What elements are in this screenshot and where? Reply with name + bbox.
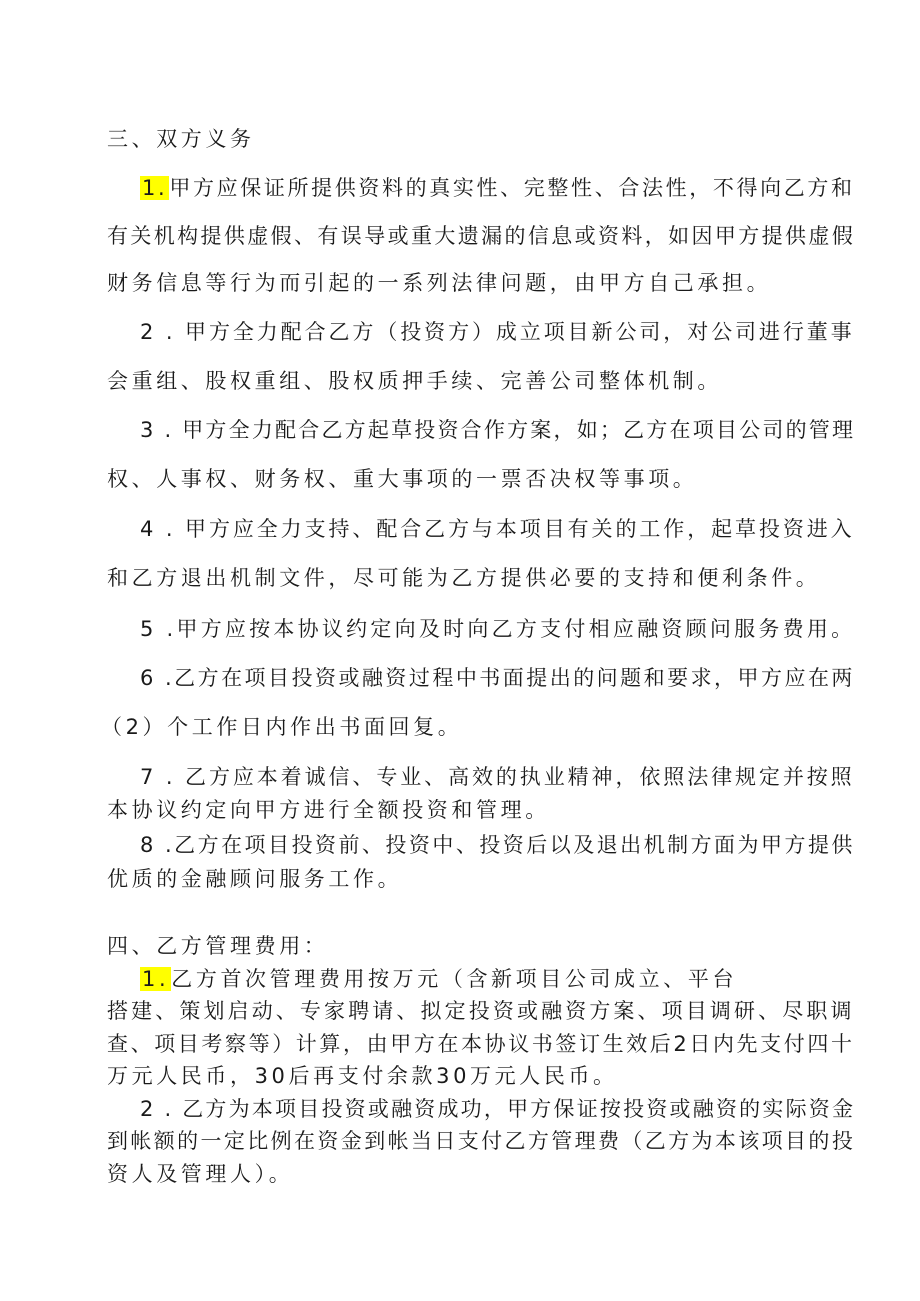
paragraph-line: 2 . 乙方为本项目投资或融资成功，甲方保证按投资或融资的实际资金	[140, 1097, 856, 1121]
section-heading: 四、乙方管理费用：	[107, 934, 329, 958]
paragraph-line: 8 .乙方在项目投资前、投资中、投资后以及退出机制方面为甲方提供	[140, 833, 855, 857]
paragraph-line: 会重组、股权重组、股权质押手续、完善公司整体机制。	[107, 369, 722, 393]
paragraph-line: 5 .甲方应按本协议约定向及时向乙方支付相应融资顾问服务费用。	[140, 617, 856, 641]
paragraph-line: 4 . 甲方应全力支持、配合乙方与本项目有关的工作，起草投资进入	[140, 517, 855, 541]
paragraph-line: 优质的金融顾问服务工作。	[107, 867, 403, 891]
paragraph-line: 7 . 乙方应本着诚信、专业、高效的执业精神，依照法律规定并按照	[140, 765, 855, 789]
highlighted-number: 1.	[142, 967, 170, 991]
paragraph-line: （2）个工作日内作出书面回复。	[101, 715, 463, 739]
paragraph-line: 有关机构提供虚假、有误导或重大遗漏的信息或资料，如因甲方提供虚假	[107, 224, 856, 248]
paragraph-line: 财务信息等行为而引起的一系列法律问题，由甲方自己承担。	[107, 271, 772, 295]
highlighted-number: 1.	[142, 176, 168, 200]
paragraph-line: 查、项目考察等）计算，由甲方在本协议书签订生效后2日内先支付四十	[107, 1032, 855, 1056]
paragraph-line: 到帐额的一定比例在资金到帐当日支付乙方管理费（乙方为本该项目的投	[107, 1129, 856, 1153]
paragraph-line: 权、人事权、财务权、重大事项的一票否决权等事项。	[107, 467, 698, 491]
paragraph-line: 资人及管理人）。	[107, 1162, 294, 1186]
paragraph-line: 和乙方退出机制文件，尽可能为乙方提供必要的支持和便利条件。	[107, 566, 821, 590]
paragraph-line: 6 .乙方在项目投资或融资过程中书面提出的问题和要求，甲方应在两	[140, 666, 855, 690]
paragraph-line: 1.甲方应保证所提供资料的真实性、完整性、合法性，不得向乙方和	[142, 176, 855, 200]
paragraph-line: 本协议约定向甲方进行全额投资和管理。	[107, 798, 550, 822]
paragraph-line: 万元人民币，30后再支付余款30万元人民币。	[107, 1064, 618, 1088]
paragraph-line: 2 . 甲方全力配合乙方（投资方）成立项目新公司，对公司进行董事	[140, 320, 855, 344]
paragraph-line: 3 . 甲方全力配合乙方起草投资合作方案，如；乙方在项目公司的管理	[140, 418, 856, 442]
paragraph-line: 1.乙方首次管理费用按万元（含新项目公司成立、平台	[142, 967, 738, 991]
paragraph-line: 搭建、策划启动、专家聘请、拟定投资或融资方案、项目调研、尽职调	[107, 999, 855, 1023]
section-heading: 三、双方义务	[107, 127, 255, 151]
